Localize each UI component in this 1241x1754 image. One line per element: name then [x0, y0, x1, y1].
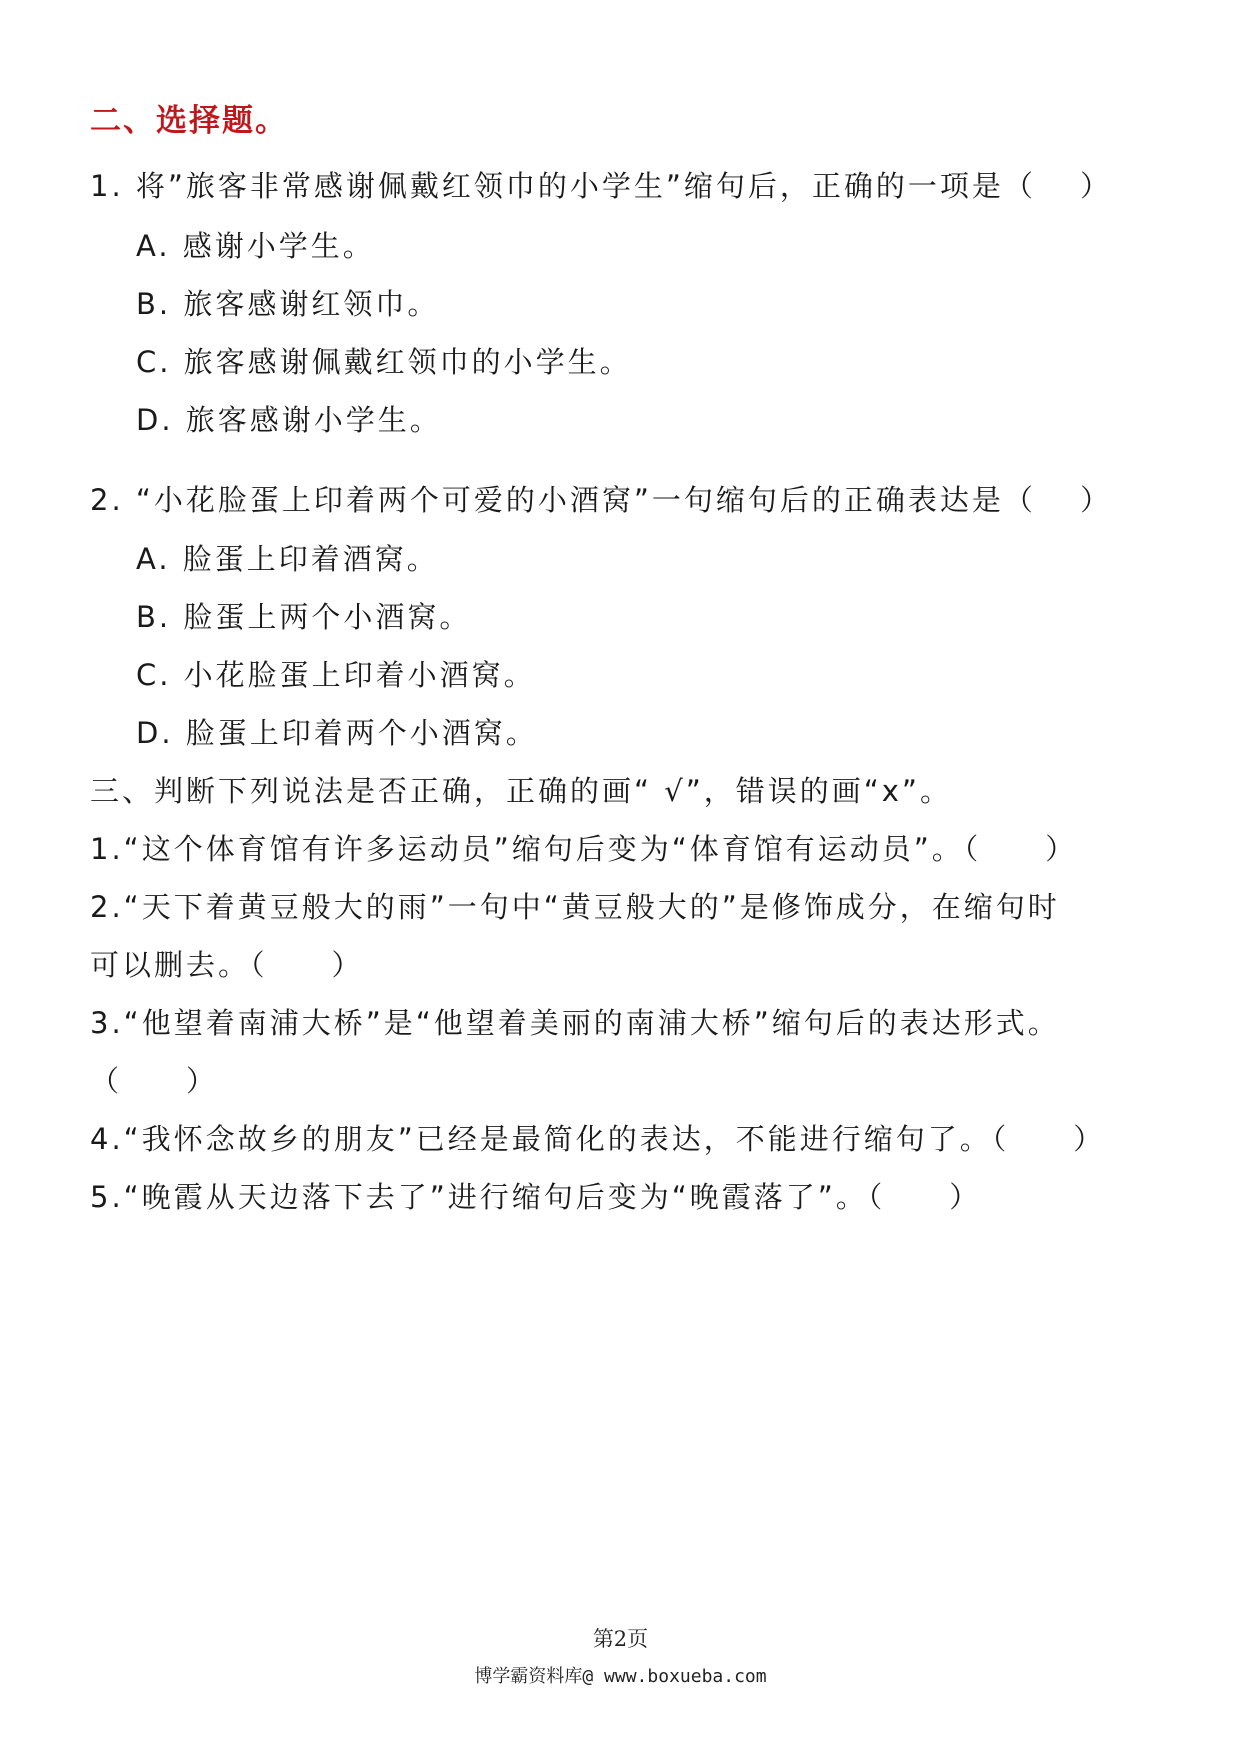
judgement-item-3-cont: （ ）: [90, 1064, 219, 1098]
question-1-option-d: D. 旅客感谢小学生。: [136, 403, 442, 437]
judgement-item-3: 3.“他望着南浦大桥”是“他望着美丽的南浦大桥”缩句后的表达形式。: [90, 1006, 1060, 1040]
judgement-item-2: 2.“天下着黄豆般大的雨”一句中“黄豆般大的”是修饰成分，在缩句时: [90, 890, 1060, 924]
judgement-item-2-cont: 可以删去。（ ）: [90, 948, 364, 982]
question-2-stem: 2. “小花脸蛋上印着两个可爱的小酒窝”一句缩句后的正确表达是（ ）: [90, 483, 1113, 517]
question-2-option-b: B. 脸蛋上两个小酒窝。: [136, 600, 472, 634]
footer-site-watermark: 博学霸资料库@ www.boxueba.com: [474, 1666, 767, 1687]
question-1-option-b: B. 旅客感谢红领巾。: [136, 287, 440, 321]
question-1-option-c: C. 旅客感谢佩戴红领巾的小学生。: [136, 345, 632, 379]
judgement-item-1: 1.“这个体育馆有许多运动员”缩句后变为“体育馆有运动员”。（ ）: [90, 832, 1078, 866]
judgement-item-4: 4.“我怀念故乡的朋友”已经是最简化的表达，不能进行缩句了。（ ）: [90, 1122, 1106, 1156]
section-title-choice: 二、选择题。: [90, 103, 288, 139]
page-number: 第2页: [592, 1627, 649, 1651]
section-title-judgement: 三、判断下列说法是否正确，正确的画“ √”，错误的画“x”。: [90, 774, 952, 808]
question-1-stem: 1. 将”旅客非常感谢佩戴红领巾的小学生”缩句后，正确的一项是（ ）: [90, 169, 1113, 203]
question-1-option-a: A. 感谢小学生。: [136, 229, 375, 263]
question-2-option-d: D. 脸蛋上印着两个小酒窝。: [136, 716, 538, 750]
judgement-item-5: 5.“晚霞从天边落下去了”进行缩句后变为“晚霞落了”。（ ）: [90, 1180, 982, 1214]
question-2-option-c: C. 小花脸蛋上印着小酒窝。: [136, 658, 536, 692]
question-2-option-a: A. 脸蛋上印着酒窝。: [136, 542, 439, 576]
